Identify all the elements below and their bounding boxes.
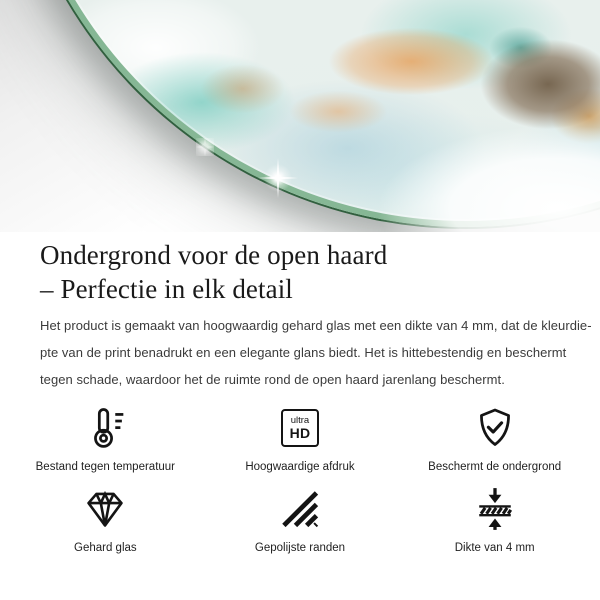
content-area — [0, 238, 600, 555]
ultra-hd-icon — [281, 405, 319, 451]
feature-label: Beschermt de ondergrond — [428, 461, 562, 473]
feature-label: Gepolijste randen — [254, 542, 346, 554]
feature-protection — [397, 405, 592, 474]
page-title-line1: Ondergrond voor de open haard — [40, 240, 388, 270]
feature-label: Dikte van 4 mm — [454, 542, 535, 554]
description-line: pte van de print benadrukt en een elegante glans biedt. Het is hittebestendig en beschermt — [40, 345, 567, 360]
thickness-press-icon — [473, 486, 517, 532]
diamond-icon — [83, 486, 127, 532]
ultra-hd-badge-bottom: HD — [289, 425, 311, 441]
description-line: Het product is gemaakt van hoogwaardig gehard glas met een dikte van 4 mm, dat de kleurdie- — [40, 318, 592, 333]
feature-label: Hoogwaardige afdruk — [245, 461, 355, 473]
product-description — [40, 312, 592, 393]
thermometer-icon — [83, 405, 127, 451]
feature-tempered-glass — [8, 486, 203, 555]
polished-edges-icon — [279, 486, 321, 532]
feature-grid — [0, 405, 600, 555]
ultra-hd-badge-top: ultra — [290, 415, 310, 426]
feature-temperature — [8, 405, 203, 474]
feature-label: Gehard glas — [74, 542, 137, 554]
feature-print-quality — [203, 405, 398, 474]
feature-label: Bestand tegen temperatuur — [35, 461, 176, 473]
page-title-line2: – Perfectie in elk detail — [40, 274, 293, 304]
ultra-hd-badge — [281, 409, 319, 447]
shield-check-icon — [473, 405, 517, 451]
feature-thickness — [397, 486, 592, 555]
feature-polished-edges — [203, 486, 398, 555]
product-image — [0, 0, 600, 232]
description-line: tegen schade, waardoor het de ruimte rond de open haard jarenlang beschermt. — [40, 372, 505, 387]
page-title — [40, 238, 560, 306]
